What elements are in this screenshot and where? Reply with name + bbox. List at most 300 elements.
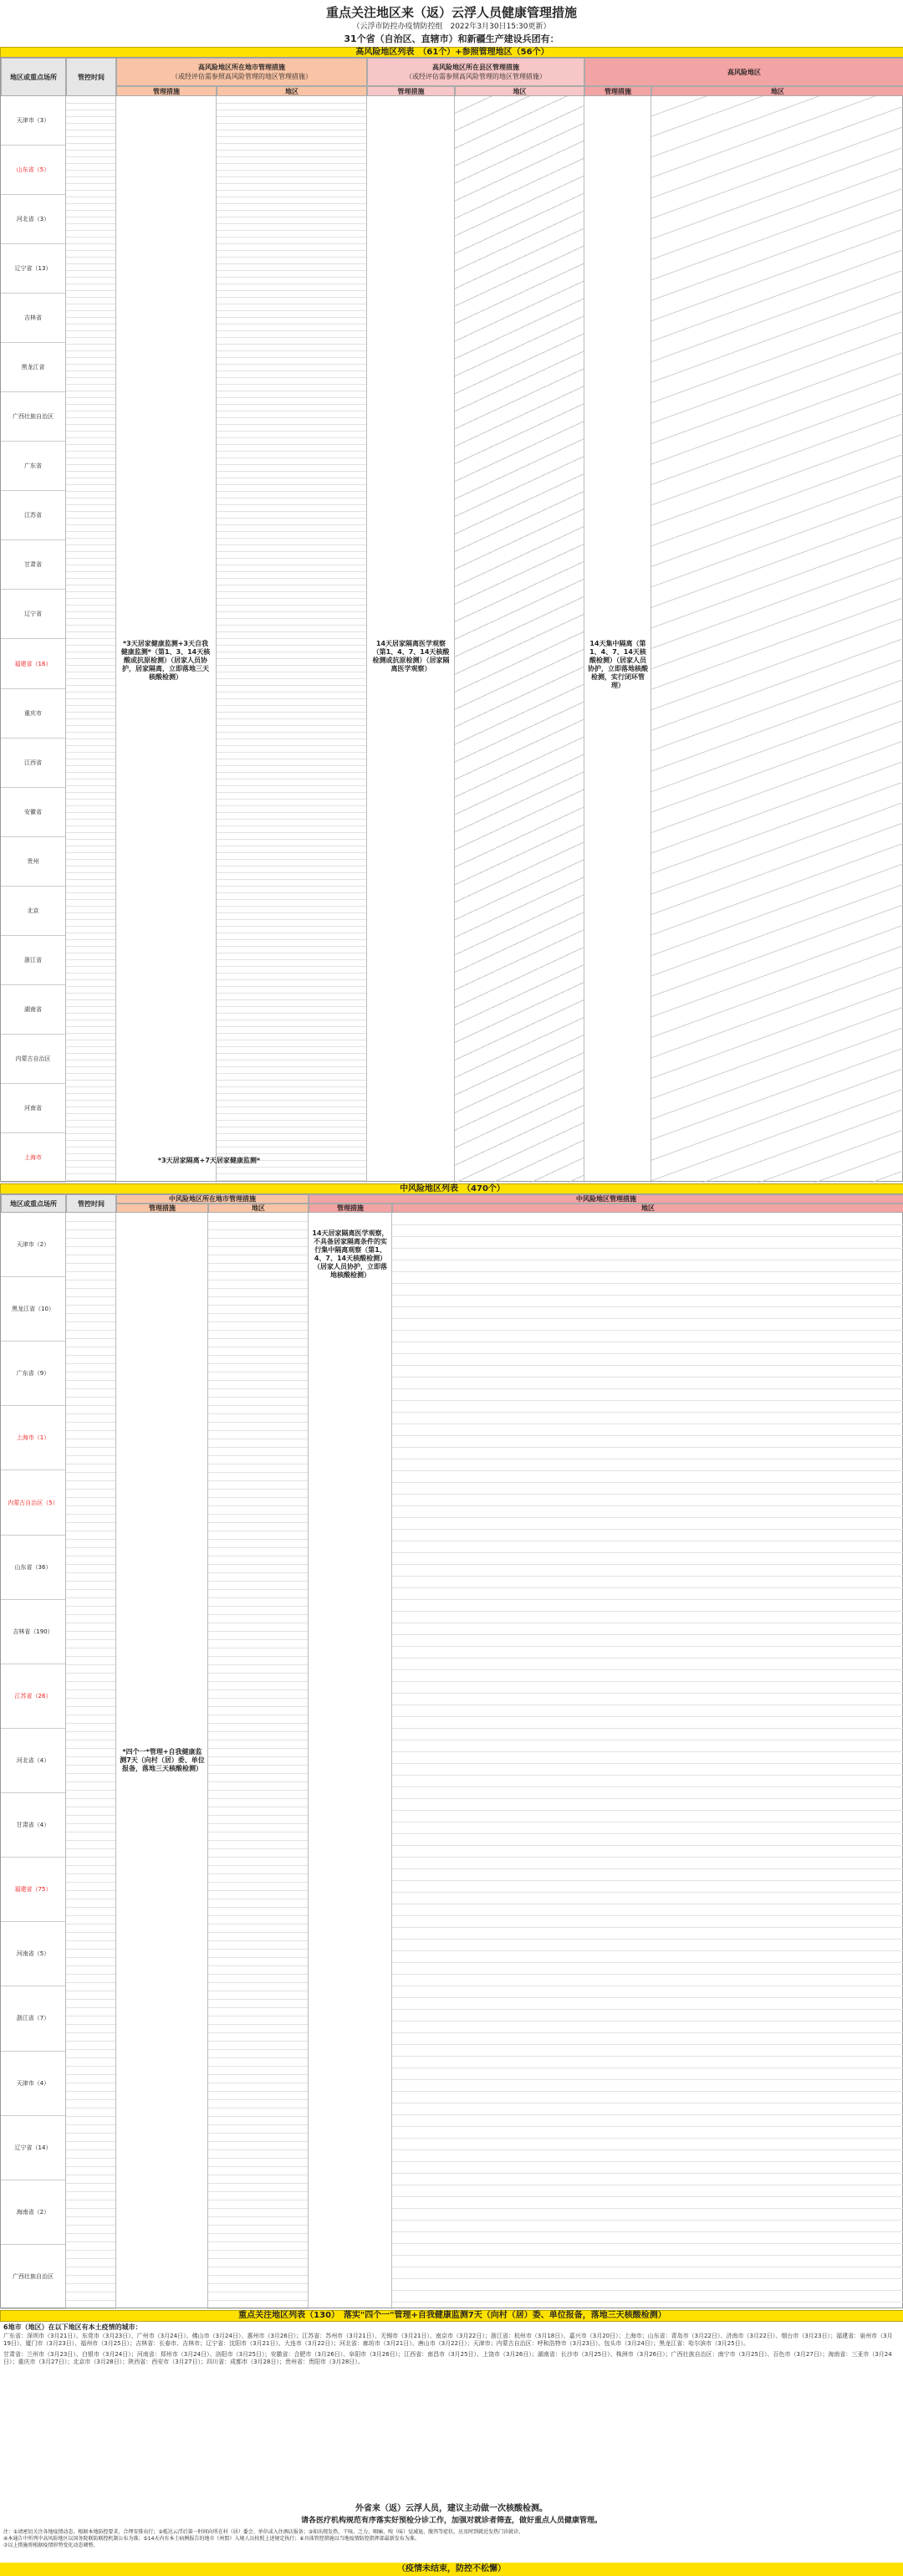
row-divider — [217, 819, 366, 820]
row-divider — [392, 1365, 903, 1366]
row-divider — [66, 999, 115, 1000]
row-divider — [392, 1880, 903, 1881]
row-divider — [66, 1120, 115, 1121]
row-divider — [208, 1581, 308, 1582]
row-divider — [66, 979, 115, 980]
row-divider — [66, 1656, 115, 1657]
row-divider — [208, 1949, 308, 1950]
row-divider — [217, 1153, 366, 1154]
mid-header-time: 管控时间 — [66, 1194, 116, 1213]
row-divider — [217, 116, 366, 117]
row-divider — [66, 799, 115, 800]
row-divider — [66, 1505, 115, 1506]
row-divider — [208, 1882, 308, 1883]
row-divider — [66, 444, 115, 445]
row-divider — [66, 1706, 115, 1707]
high-risk-region-cell: 天津市（3） — [1, 96, 65, 146]
high-risk-region-cell: 广东省 — [1, 442, 65, 491]
row-divider — [392, 2278, 903, 2279]
row-divider — [66, 678, 115, 679]
row-divider — [66, 692, 115, 693]
row-divider — [208, 1940, 308, 1941]
row-divider — [217, 973, 366, 974]
row-divider — [208, 1974, 308, 1975]
row-divider — [66, 1388, 115, 1389]
high-risk-city-area-column — [217, 96, 367, 1183]
row-divider — [217, 471, 366, 472]
high-risk-area-column — [651, 96, 903, 1183]
row-divider — [66, 625, 115, 626]
row-divider — [66, 1631, 115, 1632]
row-divider — [217, 103, 366, 104]
high-risk-header — [1, 58, 903, 96]
row-divider — [217, 257, 366, 258]
mid-risk-region-cell: 广西壮族自治区 — [1, 2245, 65, 2309]
row-divider — [66, 1798, 115, 1799]
row-divider — [217, 143, 366, 144]
row-divider — [217, 451, 366, 452]
row-divider — [217, 1113, 366, 1114]
row-divider — [208, 1765, 308, 1766]
row-divider — [392, 1634, 903, 1635]
row-divider — [217, 1080, 366, 1081]
row-divider — [208, 1413, 308, 1414]
row-divider — [66, 1932, 115, 1933]
row-divider — [208, 2057, 308, 2058]
row-divider — [66, 2275, 115, 2276]
high-risk-region-cell: 内蒙古自治区 — [1, 1035, 65, 1084]
row-divider — [66, 357, 115, 358]
mid-risk-region-cell: 辽宁省（14） — [1, 2116, 65, 2180]
row-divider — [208, 2241, 308, 2242]
row-divider — [66, 1564, 115, 1565]
header-group1 — [116, 58, 367, 86]
row-divider — [66, 611, 115, 612]
page-summary: 31个省（自治区、直辖市）和新疆生产建设兵团有： — [344, 33, 559, 44]
footer-slogan: （疫情未结束，防控不松懈） — [0, 2563, 903, 2576]
row-divider — [66, 1606, 115, 1607]
row-divider — [66, 618, 115, 619]
row-divider — [66, 116, 115, 117]
row-divider — [208, 1480, 308, 1481]
row-divider — [217, 310, 366, 311]
row-divider — [392, 1646, 903, 1647]
row-divider — [66, 2300, 115, 2301]
row-divider — [66, 658, 115, 659]
row-divider — [392, 1927, 903, 1928]
mid-header-group1-area: 地区 — [208, 1204, 309, 1213]
row-divider — [66, 605, 115, 606]
row-divider — [66, 257, 115, 258]
row-divider — [217, 357, 366, 358]
header-group2-measure: 管理措施 — [367, 86, 455, 96]
row-divider — [66, 1940, 115, 1941]
header-group2-sub: （或经评估需参照高风险管理的地区管理措施） — [406, 73, 546, 80]
row-divider — [217, 324, 366, 325]
row-divider — [66, 1689, 115, 1690]
row-divider — [66, 2091, 115, 2092]
row-divider — [66, 377, 115, 378]
row-divider — [66, 330, 115, 331]
high-risk-table — [0, 57, 903, 1182]
row-divider — [217, 899, 366, 900]
row-divider — [66, 1422, 115, 1423]
row-divider — [66, 571, 115, 572]
row-divider — [208, 1263, 308, 1264]
high-risk-region-cell: 辽宁省（13） — [1, 244, 65, 294]
high-risk-city-measure: *3天居家健康监测+3天自我健康监测*（第1、3、14天核酸或抗原检测）（居家人员协护，居家隔离，立即落地三天核酸检测） — [120, 640, 211, 681]
row-divider — [392, 2173, 903, 2174]
row-divider — [217, 665, 366, 666]
row-divider — [217, 631, 366, 632]
row-divider — [392, 2138, 903, 2139]
high-risk-region-cell: 河南省 — [1, 1084, 65, 1133]
row-divider — [392, 1423, 903, 1424]
row-divider — [392, 1248, 903, 1249]
row-divider — [66, 986, 115, 987]
row-divider — [217, 437, 366, 438]
row-divider — [217, 457, 366, 458]
row-divider — [208, 2275, 308, 2276]
row-divider — [217, 484, 366, 485]
high-risk-region-cell: 江西省 — [1, 739, 65, 788]
row-divider — [208, 1238, 308, 1239]
mid-header-group2: 中风险地区管理措施 — [309, 1194, 903, 1204]
row-divider — [392, 2044, 903, 2045]
row-divider — [66, 1572, 115, 1573]
row-divider — [66, 1113, 115, 1114]
row-divider — [392, 2079, 903, 2080]
row-divider — [208, 1522, 308, 1523]
row-divider — [66, 1006, 115, 1007]
row-divider — [66, 638, 115, 639]
row-divider — [392, 1892, 903, 1893]
row-divider — [66, 558, 115, 559]
row-divider — [208, 2074, 308, 2075]
row-divider — [208, 2158, 308, 2159]
row-divider — [208, 1539, 308, 1540]
row-divider — [208, 2208, 308, 2209]
row-divider — [217, 1073, 366, 1074]
row-divider — [217, 150, 366, 151]
row-divider — [392, 1845, 903, 1846]
row-divider — [392, 1658, 903, 1659]
row-divider — [66, 926, 115, 927]
row-divider — [217, 906, 366, 907]
mid-risk-measure-column — [309, 1213, 392, 2309]
row-divider — [217, 1066, 366, 1067]
row-divider — [66, 2032, 115, 2033]
row-divider — [217, 926, 366, 927]
row-divider — [66, 223, 115, 224]
mid-risk-region-cell: 内蒙古自治区（5） — [1, 1470, 65, 1535]
row-divider — [208, 1664, 308, 1665]
row-divider — [217, 725, 366, 726]
row-divider — [208, 2308, 308, 2309]
row-divider — [66, 156, 115, 157]
row-divider — [208, 2024, 308, 2025]
row-divider — [66, 1100, 115, 1101]
row-divider — [66, 2258, 115, 2259]
row-divider — [217, 678, 366, 679]
row-divider — [208, 1497, 308, 1498]
row-divider — [217, 839, 366, 840]
row-divider — [66, 176, 115, 177]
row-divider — [208, 2099, 308, 2100]
row-divider — [66, 2208, 115, 2209]
row-divider — [217, 544, 366, 545]
row-divider — [66, 136, 115, 137]
high-risk-region-cell: 贵州 — [1, 837, 65, 887]
row-divider — [66, 2225, 115, 2226]
row-divider — [217, 879, 366, 880]
row-divider — [66, 1581, 115, 1582]
row-divider — [217, 330, 366, 331]
row-divider — [66, 1848, 115, 1849]
mid-risk-header — [1, 1194, 903, 1213]
row-divider — [66, 752, 115, 753]
row-divider — [217, 170, 366, 171]
row-divider — [66, 1589, 115, 1590]
row-divider — [66, 1296, 115, 1297]
row-divider — [392, 2067, 903, 2068]
row-divider — [66, 1263, 115, 1264]
row-divider — [66, 725, 115, 726]
row-divider — [208, 1514, 308, 1515]
row-divider — [217, 939, 366, 940]
row-divider — [66, 484, 115, 485]
row-divider — [208, 1999, 308, 2000]
row-divider — [66, 1013, 115, 1014]
row-divider — [66, 471, 115, 472]
row-divider — [392, 2302, 903, 2303]
row-divider — [66, 1238, 115, 1239]
row-divider — [66, 1033, 115, 1034]
row-divider — [66, 337, 115, 338]
row-divider — [66, 1999, 115, 2000]
row-divider — [392, 1224, 903, 1225]
header-group1-sub: （或经评估需参照高风险管理的地区管理措施） — [171, 73, 312, 80]
row-divider — [392, 2231, 903, 2232]
row-divider — [66, 1397, 115, 1398]
row-divider — [66, 210, 115, 211]
row-divider — [66, 397, 115, 398]
row-divider — [217, 919, 366, 920]
row-divider — [66, 1480, 115, 1481]
row-divider — [66, 1321, 115, 1322]
row-divider — [217, 163, 366, 164]
row-divider — [208, 2116, 308, 2117]
row-divider — [217, 785, 366, 786]
row-divider — [208, 1639, 308, 1640]
high-risk-region-cell: 广西壮族自治区 — [1, 392, 65, 442]
high-risk-region-cell: 黑龙江省 — [1, 343, 65, 392]
row-divider — [66, 1882, 115, 1883]
mid-risk-area-column — [392, 1213, 903, 2309]
row-divider — [66, 1288, 115, 1289]
row-divider — [66, 919, 115, 920]
row-divider — [66, 1080, 115, 1081]
high-risk-region-cell: 湖南省 — [1, 985, 65, 1035]
row-divider — [66, 2049, 115, 2050]
row-divider — [208, 1313, 308, 1314]
row-divider — [66, 1773, 115, 1774]
row-divider — [392, 1529, 903, 1530]
row-divider — [217, 1060, 366, 1061]
row-divider — [208, 1706, 308, 1707]
row-divider — [66, 578, 115, 579]
row-divider — [66, 1221, 115, 1222]
row-divider — [217, 538, 366, 539]
row-divider — [217, 404, 366, 405]
row-divider — [208, 1781, 308, 1782]
mid-risk-region-cell: 浙江省（7） — [1, 1986, 65, 2051]
row-divider — [217, 832, 366, 833]
row-divider — [66, 1380, 115, 1381]
row-divider — [208, 1422, 308, 1423]
row-divider — [66, 511, 115, 512]
high-risk-city-measure-column — [116, 96, 217, 1183]
row-divider — [217, 872, 366, 873]
row-divider — [208, 1305, 308, 1306]
row-divider — [217, 852, 366, 853]
row-divider — [208, 1296, 308, 1297]
row-divider — [217, 464, 366, 465]
row-divider — [66, 2141, 115, 2142]
row-divider — [392, 2255, 903, 2256]
mid-risk-region-cell: 河北省（4） — [1, 1729, 65, 1793]
row-divider — [392, 1271, 903, 1272]
high-risk-region-cell: 江苏省 — [1, 491, 65, 540]
row-divider — [66, 899, 115, 900]
note-2: ④本通告中所列中高风险地区以国务院联防联控机制公布为准；⑤14天内有本土病例报告的地市（州盟）入境人员按照上述规定执行；⑥具体管控措施以当地疫情防控指挥部最新发布为准。 — [3, 2536, 420, 2542]
row-divider — [217, 685, 366, 686]
row-divider — [208, 2216, 308, 2217]
row-divider — [66, 538, 115, 539]
row-divider — [217, 692, 366, 693]
row-divider — [66, 1180, 115, 1181]
header-group3-area: 地区 — [651, 86, 903, 96]
row-divider — [392, 1587, 903, 1588]
row-divider — [66, 946, 115, 947]
row-divider — [66, 819, 115, 820]
row-divider — [217, 297, 366, 298]
row-divider — [217, 397, 366, 398]
high-risk-region-cell: 安徽省 — [1, 788, 65, 837]
row-divider — [217, 350, 366, 351]
row-divider — [217, 966, 366, 967]
row-divider — [217, 718, 366, 719]
row-divider — [392, 2056, 903, 2057]
row-divider — [66, 103, 115, 104]
mid-header-group1-measure: 管理措施 — [116, 1204, 208, 1213]
row-divider — [208, 1405, 308, 1406]
row-divider — [208, 2091, 308, 2092]
row-divider — [208, 2191, 308, 2192]
row-divider — [66, 1514, 115, 1515]
row-divider — [66, 2216, 115, 2217]
row-divider — [66, 2191, 115, 2192]
row-divider — [66, 183, 115, 184]
row-divider — [392, 1857, 903, 1858]
row-divider — [208, 1288, 308, 1289]
row-divider — [66, 457, 115, 458]
row-divider — [208, 1873, 308, 1874]
row-divider — [217, 1046, 366, 1047]
mid-risk-region-column — [1, 1213, 66, 2309]
row-divider — [66, 1363, 115, 1364]
row-divider — [217, 825, 366, 826]
row-divider — [66, 1723, 115, 1724]
row-divider — [217, 1180, 366, 1181]
row-divider — [66, 939, 115, 940]
row-divider — [66, 665, 115, 666]
row-divider — [66, 2233, 115, 2234]
row-divider — [66, 270, 115, 271]
row-divider — [208, 1848, 308, 1849]
header-group3-measure: 管理措施 — [584, 86, 651, 96]
row-divider — [66, 464, 115, 465]
row-divider — [66, 1873, 115, 1874]
row-divider — [208, 1606, 308, 1607]
mid-risk-band: 中风险地区列表 （470个） — [0, 1183, 903, 1195]
row-divider — [392, 1517, 903, 1518]
row-divider — [208, 1790, 308, 1791]
row-divider — [66, 297, 115, 298]
row-divider — [208, 1472, 308, 1473]
row-divider — [208, 2049, 308, 2050]
row-divider — [66, 1597, 115, 1598]
row-divider — [66, 504, 115, 505]
row-divider — [66, 1974, 115, 1975]
row-divider — [217, 491, 366, 492]
high-risk-county-measure: 14天居家隔离医学观察（第1、4、7、14天核酸检测或抗原检测）（居家隔离医学观察） — [372, 640, 450, 672]
row-divider — [392, 1974, 903, 1975]
row-divider — [217, 136, 366, 137]
mid-risk-region-cell: 天津市（4） — [1, 2052, 65, 2116]
row-divider — [66, 1731, 115, 1732]
row-divider — [66, 364, 115, 365]
row-divider — [208, 1823, 308, 1824]
row-divider — [66, 1965, 115, 1966]
row-divider — [392, 2196, 903, 2197]
high-risk-region-cell: 山东省（5） — [1, 146, 65, 195]
row-divider — [217, 598, 366, 599]
row-divider — [392, 1868, 903, 1869]
row-divider — [66, 1167, 115, 1168]
row-divider — [208, 1321, 308, 1322]
note-1: 注：①请密切关注各地疫情动态，根据本地防控要求，合理安排出行；②抵达云浮后第一时间向所在村（居）委会、单位或入住酒店报备；③如出现发热、干咳、乏力、咽痛、嗅（味）觉减退、腹泻等症状，应及时到就近发热门诊就诊。 — [3, 2529, 524, 2535]
row-divider — [217, 417, 366, 418]
row-divider — [392, 1412, 903, 1413]
row-divider — [66, 1815, 115, 1816]
row-divider — [392, 1728, 903, 1729]
row-divider — [66, 324, 115, 325]
row-divider — [208, 1957, 308, 1958]
row-divider — [217, 732, 366, 733]
row-divider — [208, 1631, 308, 1632]
row-divider — [208, 1815, 308, 1816]
row-divider — [66, 384, 115, 385]
row-divider — [217, 591, 366, 592]
row-divider — [208, 1798, 308, 1799]
row-divider — [217, 1053, 366, 1054]
row-divider — [208, 2141, 308, 2142]
row-divider — [217, 605, 366, 606]
row-divider — [392, 1915, 903, 1916]
row-divider — [66, 1472, 115, 1473]
row-divider — [66, 712, 115, 713]
